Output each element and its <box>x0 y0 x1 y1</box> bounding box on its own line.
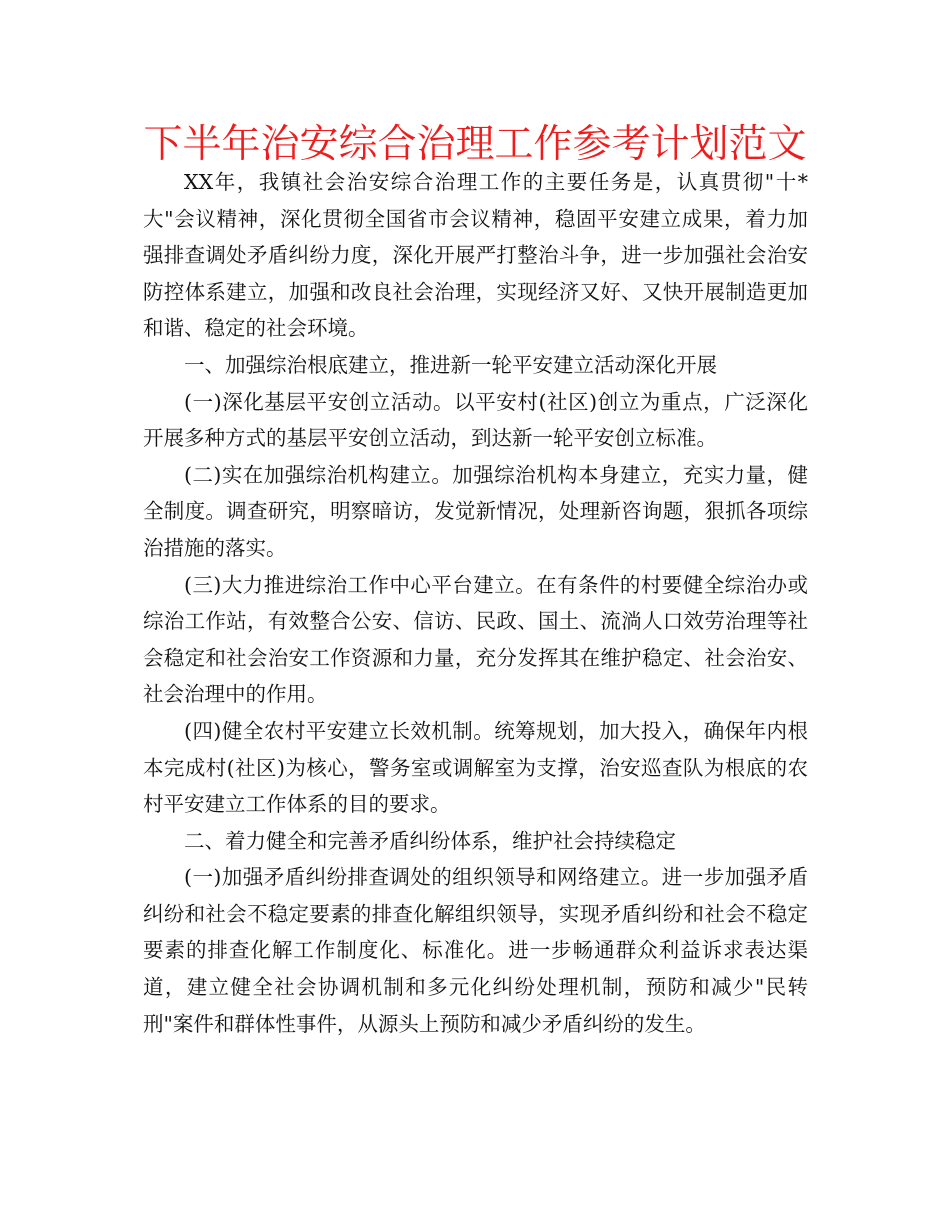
paragraph-1-1: (一)深化基层平安创立活动。以平安村(社区)创立为重点，广泛深化开展多种方式的基层平安创立活动，到达新一轮平安创立标准。 <box>143 389 808 451</box>
document-body <box>143 164 808 1042</box>
paragraph-2-1: (一)加强矛盾纠纷排查调处的组织领导和网络建立。进一步加强矛盾纠纷和社会不稳定要素的排查化解组织领导，实现矛盾纠纷和社会不稳定要素的排查化解工作制度化、标准化。进一步畅通群众利益诉求表达渠道，建立健全社会协调机制和多元化纠纷处理机制，预防和减少"民转刑"案件和群体性事件，从源头上预防和减少矛盾纠纷的发生。 <box>143 865 808 1036</box>
paragraph-1-4: (四)健全农村平安建立长效机制。统筹规划，加大投入，确保年内根本完成村(社区)为核心，警务室或调解室为支撑，治安巡查队为根底的农村平安建立工作体系的目的要求。 <box>143 718 808 817</box>
paragraph-intro: XX年，我镇社会治安综合治理工作的主要任务是，认真贯彻"十*大"会议精神，深化贯彻全国省市会议精神，稳固平安建立成果，着力加强排查调处矛盾纠纷力度，深化开展严打整治斗争，进一步加强社会治安防控体系建立，加强和改良社会治理，实现经济又好、又快开展制造更加和谐、稳定的社会环境。 <box>143 170 808 341</box>
paragraph-1-3: (三)大力推进综治工作中心平台建立。在有条件的村要健全综治办或综治工作站，有效整合公安、信访、民政、国土、流淌人口效劳治理等社会稳定和社会治安工作资源和力量，充分发挥其在维护稳定、社会治安、社会治理中的作用。 <box>143 572 808 707</box>
section-heading-1: 一、加强综治根底建立，推进新一轮平安建立活动深化开展 <box>184 352 717 377</box>
section-heading-2: 二、着力健全和完善矛盾纠纷体系，维护社会持续稳定 <box>184 828 676 853</box>
document-title: 下半年治安综合治理工作参考计划范文 <box>143 122 807 167</box>
paragraph-1-2: (二)实在加强综治机构建立。加强综治机构本身建立，充实力量，健全制度。调查研究，明察暗访，发觉新情况，处理新咨询题，狠抓各项综治措施的落实。 <box>143 462 808 560</box>
